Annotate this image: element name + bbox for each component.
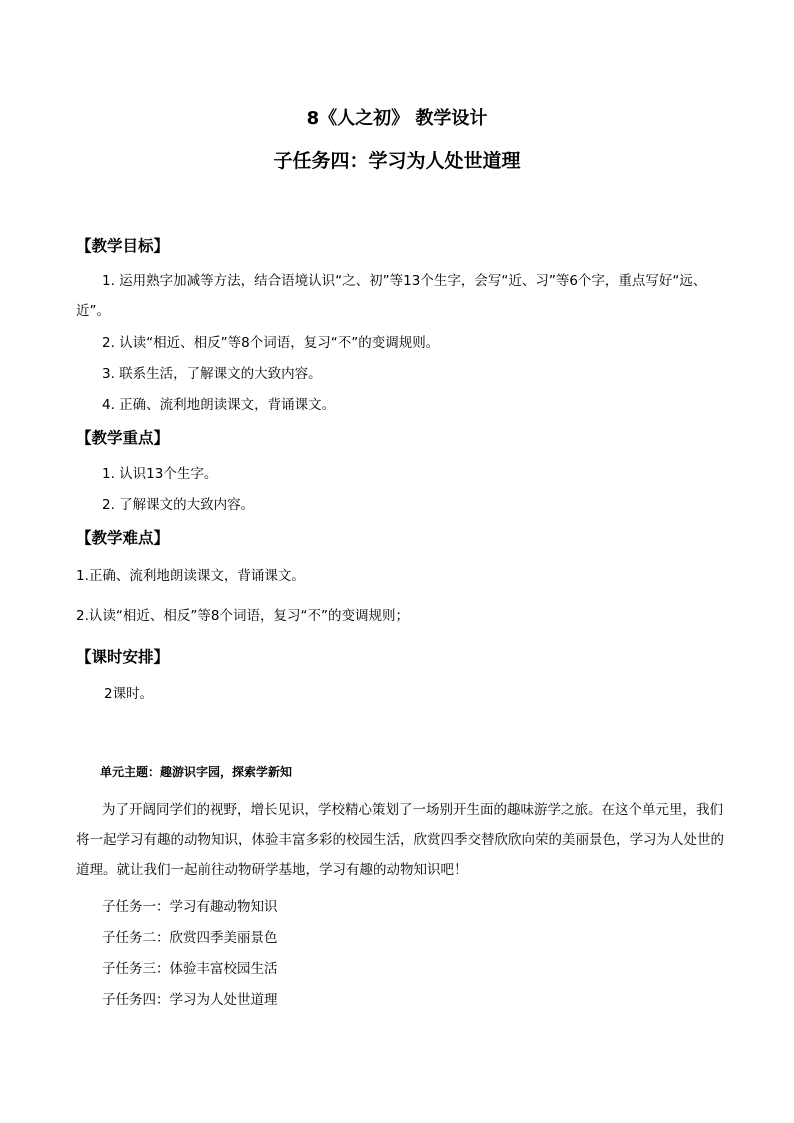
- intro-paragraph: 为了开阔同学们的视野，增长见识，学校精心策划了一场别开生面的趣味游学之旅。在这个单元里，我们将一起学习有趣的动物知识，体验丰富多彩的校园生活，欣赏四季交替欣欣向荣的美丽景色，学习为人处世的道理。就让我们一起前往动物研学基地，学习有趣的动物知识吧！: [76, 802, 724, 878]
- goal-item-1: 1. 运用熟字加减等方法，结合语境认识“之、初”等13个生字，会写“近、习”等6个字，重点写好“远、近”。: [76, 273, 707, 319]
- difficulty-item-2: 2.认读“相近、相反”等8个词语，复习“不”的变调规则；: [76, 608, 409, 624]
- subtask-item-2: 子任务二：欣赏四季美丽景色: [102, 930, 278, 946]
- difficulty-item-1: 1.正确、流利地朗读课文，背诵课文。: [76, 568, 305, 584]
- subtask-item-4: 子任务四：学习为人处世道理: [102, 992, 278, 1008]
- goal-item-4: 4. 正确、流利地朗读课文，背诵课文。: [102, 397, 336, 413]
- goal-item-3: 3. 联系生活，了解课文的大致内容。: [102, 366, 322, 382]
- key-point-item-2: 2. 了解课文的大致内容。: [102, 497, 255, 513]
- document-subtitle: 子任务四：学习为人处世道理: [273, 150, 521, 172]
- difficulties-heading: 【教学难点】: [76, 529, 170, 547]
- goals-heading: 【教学目标】: [76, 237, 170, 255]
- subtask-item-3: 子任务三：体验丰富校园生活: [102, 961, 278, 977]
- schedule-heading: 【课时安排】: [76, 648, 170, 666]
- subtask-item-1: 子任务一：学习有趣动物知识: [102, 899, 278, 915]
- goal-item-2: 2. 认读“相近、相反”等8个词语，复习“不”的变调规则。: [102, 335, 440, 351]
- key-point-item-1: 1. 认识13个生字。: [102, 466, 218, 482]
- document-title: 8《人之初》 教学设计: [306, 108, 488, 129]
- key-points-heading: 【教学重点】: [76, 429, 170, 447]
- unit-theme: 单元主题：趣游识字园，探索学新知: [100, 765, 293, 779]
- schedule-text: 2课时。: [104, 686, 154, 702]
